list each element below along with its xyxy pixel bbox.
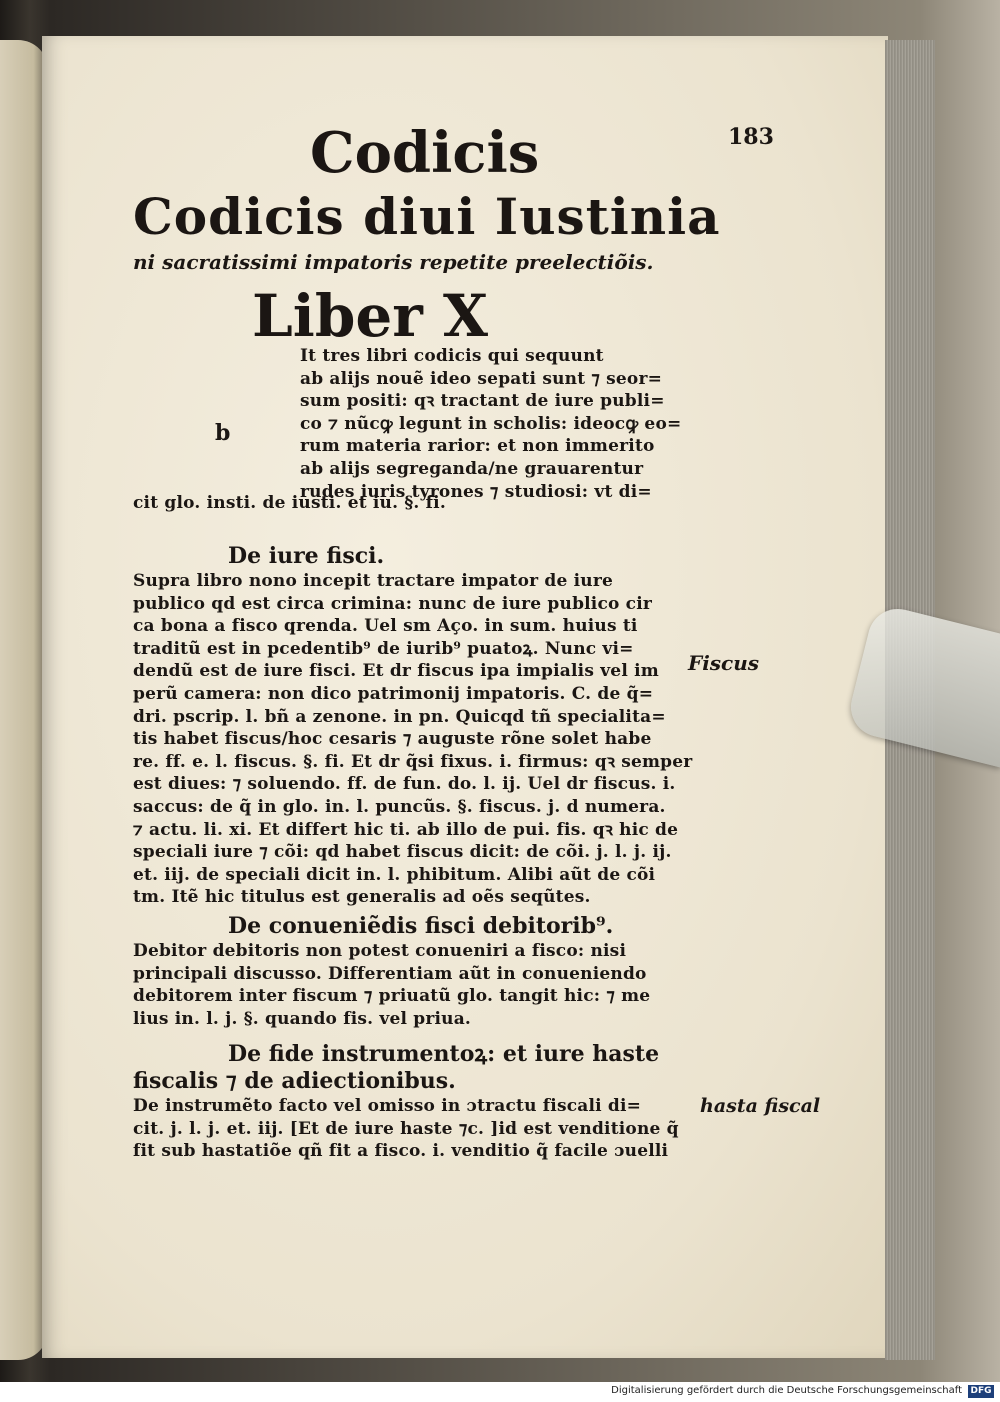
margin-note-fiscus: Fiscus — [688, 651, 760, 675]
margin-note-hasta: hasta fiscal — [700, 1095, 821, 1117]
book-number: Liber X — [252, 282, 489, 350]
text-line: Debitor debitoris non potest conueniri a fisco: nisi — [133, 941, 627, 961]
text-line: tis habet fiscus/hoc cesaris ⁊ auguste rõne solet habe — [133, 729, 652, 750]
section-heading-instrumentorum: De fide instrumentoꝝ: et iure haste — [228, 1041, 660, 1067]
left-page-edge — [0, 40, 48, 1360]
text-line: cit. j. l. j. et. iij. [Et de iure haste ⁊c. ]id est venditione q̃ — [133, 1118, 679, 1139]
text-line: ca bona a fisco qrenda. Uel sm Aço. in sum. huius ti — [133, 616, 638, 637]
intro-line: rudes iuris tyrones ⁊ studiosi: vt di= — [300, 481, 652, 502]
text-line: dendũ est de iure fisci. Et dr fiscus ipa impialis vel im — [133, 661, 659, 682]
running-title: Codicis — [310, 120, 540, 186]
page-title: Codicis diui Iustinia — [133, 187, 721, 246]
text-line: dri. pscrip. l. bñ a zenone. in pn. Quicqd tñ specialita= — [133, 706, 666, 727]
footer-credit: Digitalisierung gefördert durch die Deutsche Forschungsgemeinschaft — [611, 1385, 962, 1396]
intro-line: ab alijs segreganda/ne grauarentur — [300, 458, 644, 479]
intro-line: ab alijs nouẽ ideo sepati sunt ⁊ seor= — [300, 368, 663, 389]
section-body-instrumentorum — [133, 1095, 703, 1163]
intro-line: sum positi: qꝛ tractant de iure publi= — [300, 391, 665, 412]
text-line: principali discusso. Differentiam aũt in conueniendo — [133, 963, 647, 984]
text-line: publico qd est circa crimina: nunc de iure publico cir — [133, 593, 653, 614]
text-line: et. iij. de speciali dicit in. l. phibitum. Alibi aũt de cõi — [133, 864, 656, 885]
section-body-debitoribus — [133, 940, 693, 1030]
text-line: saccus: de q̃ in glo. in. l. puncũs. §. fiscus. j. d numera. — [133, 796, 666, 817]
text-line: perũ camera: non dico patrimonij impatoris. C. de q̃= — [133, 683, 654, 704]
text-line: traditũ est in pcedentib⁹ de iurib⁹ puatoꝝ. Nunc vi= — [133, 638, 634, 659]
section-heading-fisci: De iure fisci. — [228, 543, 385, 569]
intro-line: co ⁊ nũcꝙ legunt in scholis: ideocꝙ eo= — [300, 413, 682, 434]
intro-line: It tres libri codicis qui sequunt — [300, 346, 604, 366]
text-line: lius in. l. j. §. quando fis. vel priua. — [133, 1008, 472, 1029]
text-line: Supra libro nono incepit tractare impator de iure — [133, 571, 614, 591]
footer-bar — [0, 1382, 1000, 1402]
text-line: fit sub hastatiõe qñ fit a fisco. i. venditio q̃ facile ɔuelli — [133, 1141, 669, 1162]
dfg-logo: DFG — [968, 1385, 994, 1398]
text-line: est diues: ⁊ soluendo. ff. de fun. do. l. ij. Uel dr fiscus. i. — [133, 774, 676, 795]
folio-number: 183 — [728, 124, 774, 150]
text-line: tm. Itẽ hic titulus est generalis ad oẽs seqũtes. — [133, 887, 591, 908]
text-line: De instrumẽto facto vel omisso in ɔtractu fiscali di= — [133, 1096, 642, 1116]
intro-line: rum materia rarior: et non immerito — [300, 436, 655, 457]
section-heading-debitoribus: De conueniẽdis fisci debitorib⁹. — [228, 913, 614, 939]
text-line: debitorem inter fiscum ⁊ priuatũ glo. tangit hic: ⁊ me — [133, 986, 651, 1007]
section-body-fisci — [133, 570, 693, 909]
text-line: speciali iure ⁊ cõi: qd habet fiscus dicit: de cõi. j. l. j. ij. — [133, 842, 672, 863]
intro-paragraph — [300, 345, 705, 503]
intro-tail: cit glo. insti. de iusti. et iu. §. fi. — [133, 493, 446, 513]
section-heading-instrumentorum-cont: fiscalis ⁊ de adiectionibus. — [133, 1068, 456, 1094]
text-line: re. ff. e. l. fiscus. §. fi. Et dr q̃si fixus. i. firmus: qꝛ semper — [133, 751, 693, 772]
text-line: ⁊ actu. li. xi. Et differt hic ti. ab illo de pui. fis. qꝛ hic de — [133, 819, 679, 840]
side-letter: b — [215, 420, 231, 446]
page-subtitle: ni sacratissimi impatoris repetite preelectiõis. — [133, 250, 654, 274]
